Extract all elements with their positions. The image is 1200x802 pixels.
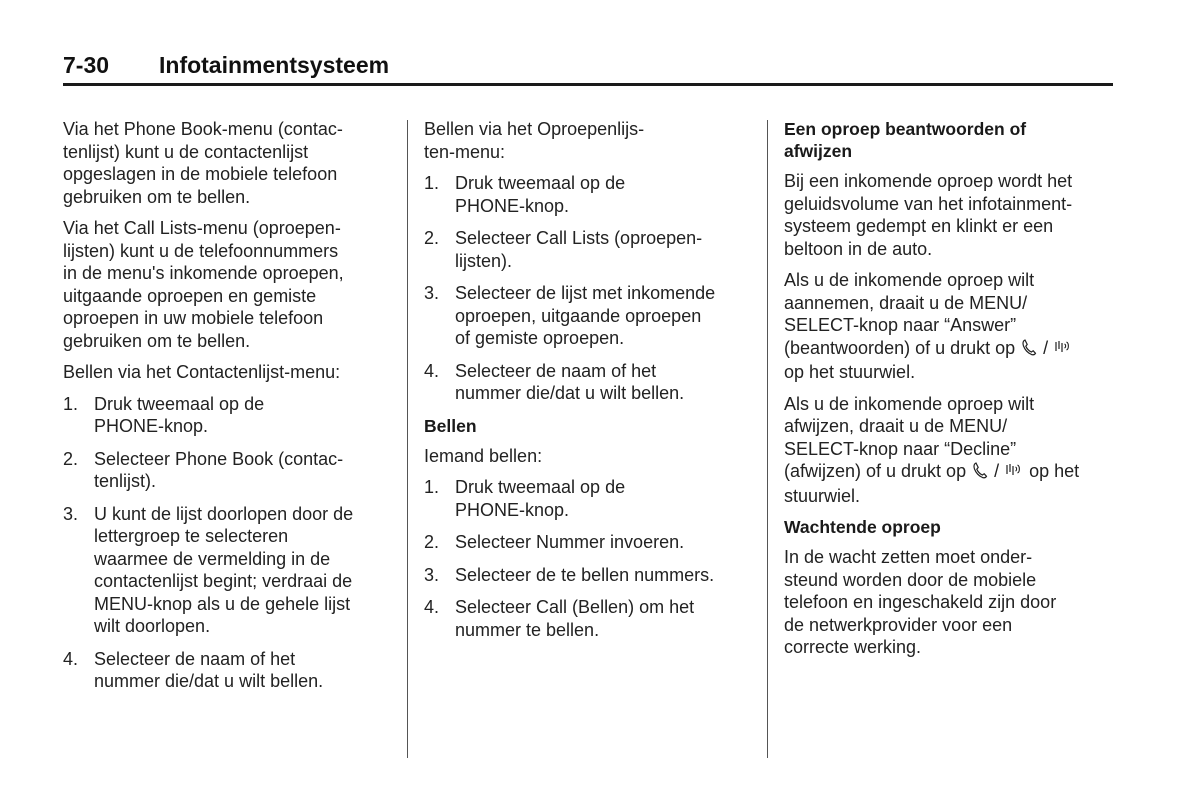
- answer-text-b: op het stuurwiel.: [784, 362, 916, 382]
- list-item: [424, 360, 754, 405]
- list-item: [424, 531, 754, 554]
- step-number: 1.: [63, 393, 79, 414]
- step-text: U kunt de lijst doorlopen door de lettergroep te selecteren waarmee de vermelding in de contactenlijst begint; verdraai de MENU-knop als u de gehele lijst wilt doorlopen.: [94, 503, 354, 636]
- step-number: 2.: [424, 228, 440, 248]
- step-number: 1.: [424, 173, 440, 193]
- step-number: 4.: [424, 360, 440, 381]
- list-item: [424, 172, 754, 217]
- column-divider-2: [767, 120, 768, 758]
- step-number: 4.: [424, 597, 440, 617]
- step-text: Selecteer Nummer invoeren.: [455, 532, 685, 552]
- answer-text-a: Als u de inkomende oproep wilt aannemen, draait u de MENU/ SELECT-knop naar “Answer” (beantwoorden) of u drukt op: [784, 270, 1035, 358]
- contact-list-intro: Bellen via het Contactenlijst-menu:: [63, 362, 341, 382]
- list-item: [424, 596, 754, 641]
- decline-text-b: op het stuurwiel.: [784, 461, 1080, 506]
- step-text: Selecteer de te bellen nummers.: [455, 564, 715, 585]
- contact-list-steps: [63, 393, 393, 693]
- column-divider-1: [407, 120, 408, 758]
- step-number: 1.: [424, 477, 440, 497]
- list-item: [424, 282, 754, 350]
- step-number: 3.: [424, 564, 440, 585]
- list-item: [424, 564, 754, 587]
- phone-book-paragraph: Via het Phone Book-menu (contac- tenlijst) kunt u de contactenlijst opgeslagen in de mobiele telefoon gebruiken om te bellen.: [63, 119, 343, 207]
- decline-text-a: Als u de inkomende oproep wilt afwijzen, draait u de MENU/ SELECT-knop naar “Decline” (afwijzen) of u drukt op: [784, 393, 1035, 481]
- list-item: [63, 448, 393, 493]
- answer-paragraph: [784, 269, 1119, 384]
- step-text: Selecteer de naam of het nummer die/dat u wilt bellen.: [94, 648, 324, 691]
- step-number: 3.: [424, 283, 440, 303]
- voice-command-icon: [1054, 338, 1072, 362]
- step-number: 3.: [63, 503, 79, 524]
- step-text: Selecteer de lijst met inkomende oproepen, uitgaande oproepen of gemiste oproepen.: [455, 283, 716, 348]
- step-text: Selecteer Call (Bellen) om het nummer te bellen.: [455, 597, 695, 640]
- page-title: Infotainmentsysteem: [159, 52, 390, 78]
- step-text: Druk tweemaal op de PHONE-knop.: [455, 477, 626, 520]
- answer-icon-separator: /: [1038, 337, 1054, 358]
- step-text: Druk tweemaal op de PHONE-knop.: [94, 393, 265, 436]
- step-text: Druk tweemaal op de PHONE-knop.: [455, 173, 626, 216]
- phone-handset-icon: [1021, 338, 1037, 362]
- list-item: [63, 393, 393, 438]
- phone-handset-icon: [972, 461, 988, 485]
- column-1: [63, 118, 393, 703]
- call-lists-paragraph: Via het Call Lists-menu (oproepen- lijsten) kunt u de telefoonnummers in de menu's inkomende oproepen, uitgaande oproepen en gemiste oproepen in uw mobiele telefoon gebruiken om te bellen.: [63, 218, 344, 351]
- decline-paragraph: [784, 393, 1119, 508]
- call-lists-intro: Bellen via het Oproepenlijs- ten-menu:: [424, 119, 645, 162]
- column-3: [784, 118, 1119, 668]
- step-number: 2.: [424, 532, 440, 552]
- calling-steps: [424, 476, 754, 641]
- call-waiting-paragraph: In de wacht zetten moet onder- steund worden door de mobiele telefoon en ingeschakeld zijn door de netwerkprovider voor een correcte werking.: [784, 547, 1057, 657]
- voice-command-icon: [1005, 461, 1023, 485]
- list-item: [424, 227, 754, 272]
- step-number: 4.: [63, 648, 79, 669]
- list-item: [63, 503, 393, 638]
- list-item: [63, 648, 393, 693]
- step-number: 2.: [63, 448, 79, 469]
- header-rule: [63, 83, 1113, 86]
- decline-icon-separator: /: [989, 461, 1005, 481]
- list-item: [424, 476, 754, 521]
- column-2: [424, 118, 754, 651]
- call-lists-steps: [424, 172, 754, 405]
- section-heading-call-waiting: Wachtende oproep: [784, 517, 941, 537]
- page-number: 7-30: [63, 52, 110, 78]
- section-heading-bellen: Bellen: [424, 415, 477, 436]
- step-text: Selecteer Phone Book (contac- tenlijst).: [94, 448, 344, 491]
- incoming-call-paragraph: Bij een inkomende oproep wordt het geluidsvolume van het infotainment- systeem gedempt en klinkt er een beltoon in de auto.: [784, 171, 1073, 259]
- step-text: Selecteer de naam of het nummer die/dat u wilt bellen.: [455, 360, 685, 403]
- step-text: Selecteer Call Lists (oproepen- lijsten).: [455, 228, 703, 271]
- page-header: [63, 52, 1113, 84]
- calling-intro: Iemand bellen:: [424, 445, 543, 466]
- section-heading-answer-decline: Een oproep beantwoorden of afwijzen: [784, 119, 1027, 161]
